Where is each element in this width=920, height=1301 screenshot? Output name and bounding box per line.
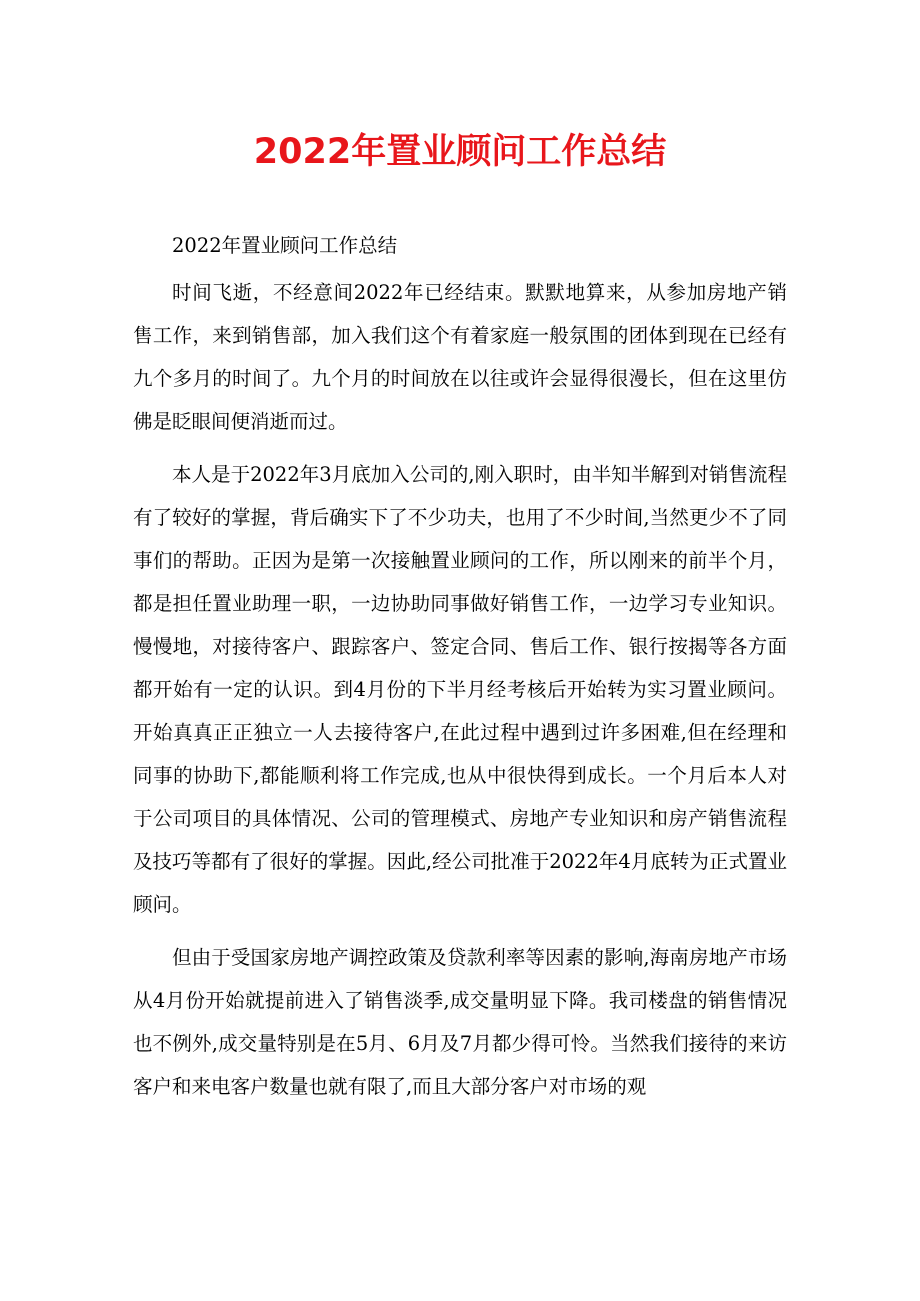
document-subtitle: 2022年置业顾问工作总结 [172, 234, 398, 257]
document-title: 2022年置业顾问工作总结 [253, 132, 667, 172]
paragraph-3: 但由于受国家房地产调控政策及贷款利率等因素的影响,海南房地产市场从4月份开始就提前进入了销售淡季,成交量明显下降。我司楼盘的销售情况也不例外,成交量特别是在5月、6月及7月都少得可怜。当然我们接待的来访客户和来电客户数量也就有限了,而且大部分客户对市场的观 [133, 946, 787, 1098]
document-body [133, 224, 787, 1118]
paragraph-2: 本人是于2022年3月底加入公司的,刚入职时，由半知半解到对销售流程有了较好的掌握，背后确实下了不少功夫，也用了不少时间,当然更少不了同事们的帮助。正因为是第一次接触置业顾问的工作，所以刚来的前半个月，都是担任置业助理一职，一边协助同事做好销售工作，一边学习专业知识。慢慢地，对接待客户、跟踪客户、签定合同、售后工作、银行按揭等各方面都开始有一定的认识。到4月份的下半月经考核后开始转为实习置业顾问。开始真真正正独立一人去接待客户,在此过程中遇到过许多困难,但在经理和同事的协助下,都能顺利将工作完成,也从中很快得到成长。一个月后本人对于公司项目的具体情况、公司的管理模式、房地产专业知识和房产销售流程及技巧等都有了很好的掌握。因此,经公司批准于2022年4月底转为正式置业顾问。 [133, 463, 787, 916]
paragraph-1: 时间飞逝，不经意间2022年已经结束。默默地算来，从参加房地产销售工作，来到销售部，加入我们这个有着家庭一般氛围的团体到现在已经有九个多月的时间了。九个月的时间放在以往或许会显得很漫长，但在这里仿佛是眨眼间便消逝而过。 [133, 281, 787, 433]
